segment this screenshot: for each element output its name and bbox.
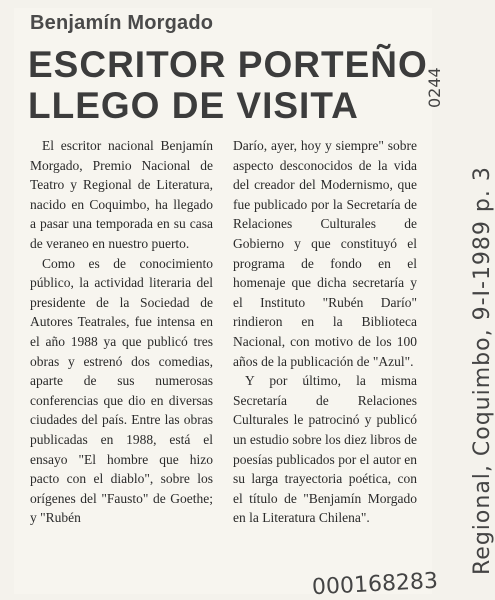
paragraph: Darío, ayer, hoy y siempre" sobre aspecto desconocidos de la vida del creador del Modernismo, que fue publicado por la Secretaría de Relaciones Culturales de Gobierno y que constituyó el programa de fondo en el homenaje que dicha secretaría y el Instituto "Rubén Darío" rindieron en la Biblioteca Nacional, con motivo de los 100 años de la publicación de "Azul".: [233, 138, 417, 369]
handwritten-source-note: Regional, Coquimbo, 9-I-1989 p. 3: [470, 166, 495, 575]
headline-line-1: ESCRITOR PORTEÑO: [28, 44, 428, 85]
handwritten-catalog-number: 000168283: [311, 568, 439, 600]
author-kicker: Benjamín Morgado: [30, 12, 214, 34]
handwritten-number-top: 0244: [425, 67, 444, 108]
headline: [28, 44, 428, 126]
paragraph: Y por último, la misma Secretaría de Relaciones Culturales le patrocinó y publicó un estudio sobre los diez libros de poesías publicados por el autor en su larga trayectoria poética, con el título de "Benjamín Morgado en la Literatura Chilena".: [233, 373, 417, 526]
article-column-2: [233, 136, 417, 528]
headline-line-2: LLEGO DE VISITA: [28, 85, 359, 126]
paragraph: El escritor nacional Benjamín Morgado, Premio Nacional de Teatro y Regional de Literatura, nacido en Coquimbo, ha llegado a pasar una temporada en su casa de veraneo en nuestro puerto.: [30, 138, 213, 251]
article-column-1: [30, 136, 213, 528]
paragraph: Como es de conocimiento público, la actividad literaria del presidente de la Sociedad de Autores Teatrales, fue intensa en el año 1988 ya que publicó tres obras y estrenó dos comedias, aparte de sus numerosas conferencias que dio en diversas ciudades del país. Entre las obras publicadas en 1988, está el ensayo "El hombre que hizo pacto con el diablo", sobre los orígenes del "Fausto" de Goethe; y "Rubén: [30, 255, 213, 526]
